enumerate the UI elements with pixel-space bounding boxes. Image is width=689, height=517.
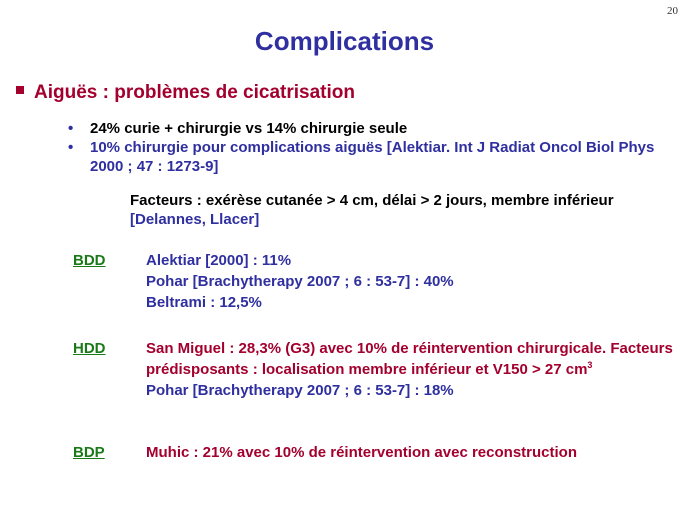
bullet-item bbox=[68, 119, 668, 138]
factors-body: Facteurs : exérèse cutanée > 4 cm, délai > 2 jours, membre inférieur bbox=[130, 192, 614, 209]
factors-text bbox=[130, 191, 670, 229]
bullet-text: 10% chirurgie pour complications aiguës bbox=[90, 139, 387, 156]
row-label-bdd: BDD bbox=[73, 252, 106, 269]
row-line bbox=[146, 338, 676, 380]
bullet-dot-icon: • bbox=[68, 120, 74, 137]
bullet-item bbox=[68, 138, 668, 176]
main-point-text: Aiguës : problèmes de cicatrisation bbox=[34, 82, 355, 103]
hdd-text: San Miguel : 28,3% (G3) avec 10% de réintervention chirurgicale. Facteurs prédisposants : localisation membre inférieur et V150 > 27 cm bbox=[146, 340, 673, 378]
main-point bbox=[16, 82, 355, 104]
factors-reference: [Delannes, Llacer] bbox=[130, 211, 260, 228]
row-label-bdp: BDP bbox=[73, 444, 105, 461]
row-label-hdd: HDD bbox=[73, 340, 106, 357]
row-line: Muhic : 21% avec 10% de réintervention avec reconstruction bbox=[146, 444, 577, 461]
row-bdp-lines bbox=[146, 442, 676, 463]
bullet-list bbox=[68, 119, 668, 176]
slide-title: Complications bbox=[254, 26, 435, 56]
row-line: Beltrami : 12,5% bbox=[146, 294, 262, 311]
row-bdd-lines bbox=[146, 250, 676, 313]
row-line: Pohar [Brachytherapy 2007 ; 6 : 53-7] : 18% bbox=[146, 382, 454, 399]
bullet-dot-icon: • bbox=[68, 139, 74, 156]
slide-number: 20 bbox=[667, 5, 678, 17]
bullet-text: 24% curie + chirurgie vs 14% chirurgie seule bbox=[90, 120, 408, 137]
bullet-body bbox=[90, 138, 668, 176]
row-hdd-lines bbox=[146, 338, 676, 401]
square-bullet-icon bbox=[16, 86, 24, 94]
bullet-reference: [Alektiar. Int J Radiat Oncol Biol Phys 2000 ; 47 : 1273-9] bbox=[90, 139, 655, 175]
row-line: Pohar [Brachytherapy 2007 ; 6 : 53-7] : 40% bbox=[146, 273, 454, 290]
superscript: 3 bbox=[587, 360, 593, 370]
row-line: Alektiar [2000] : 11% bbox=[146, 252, 292, 269]
